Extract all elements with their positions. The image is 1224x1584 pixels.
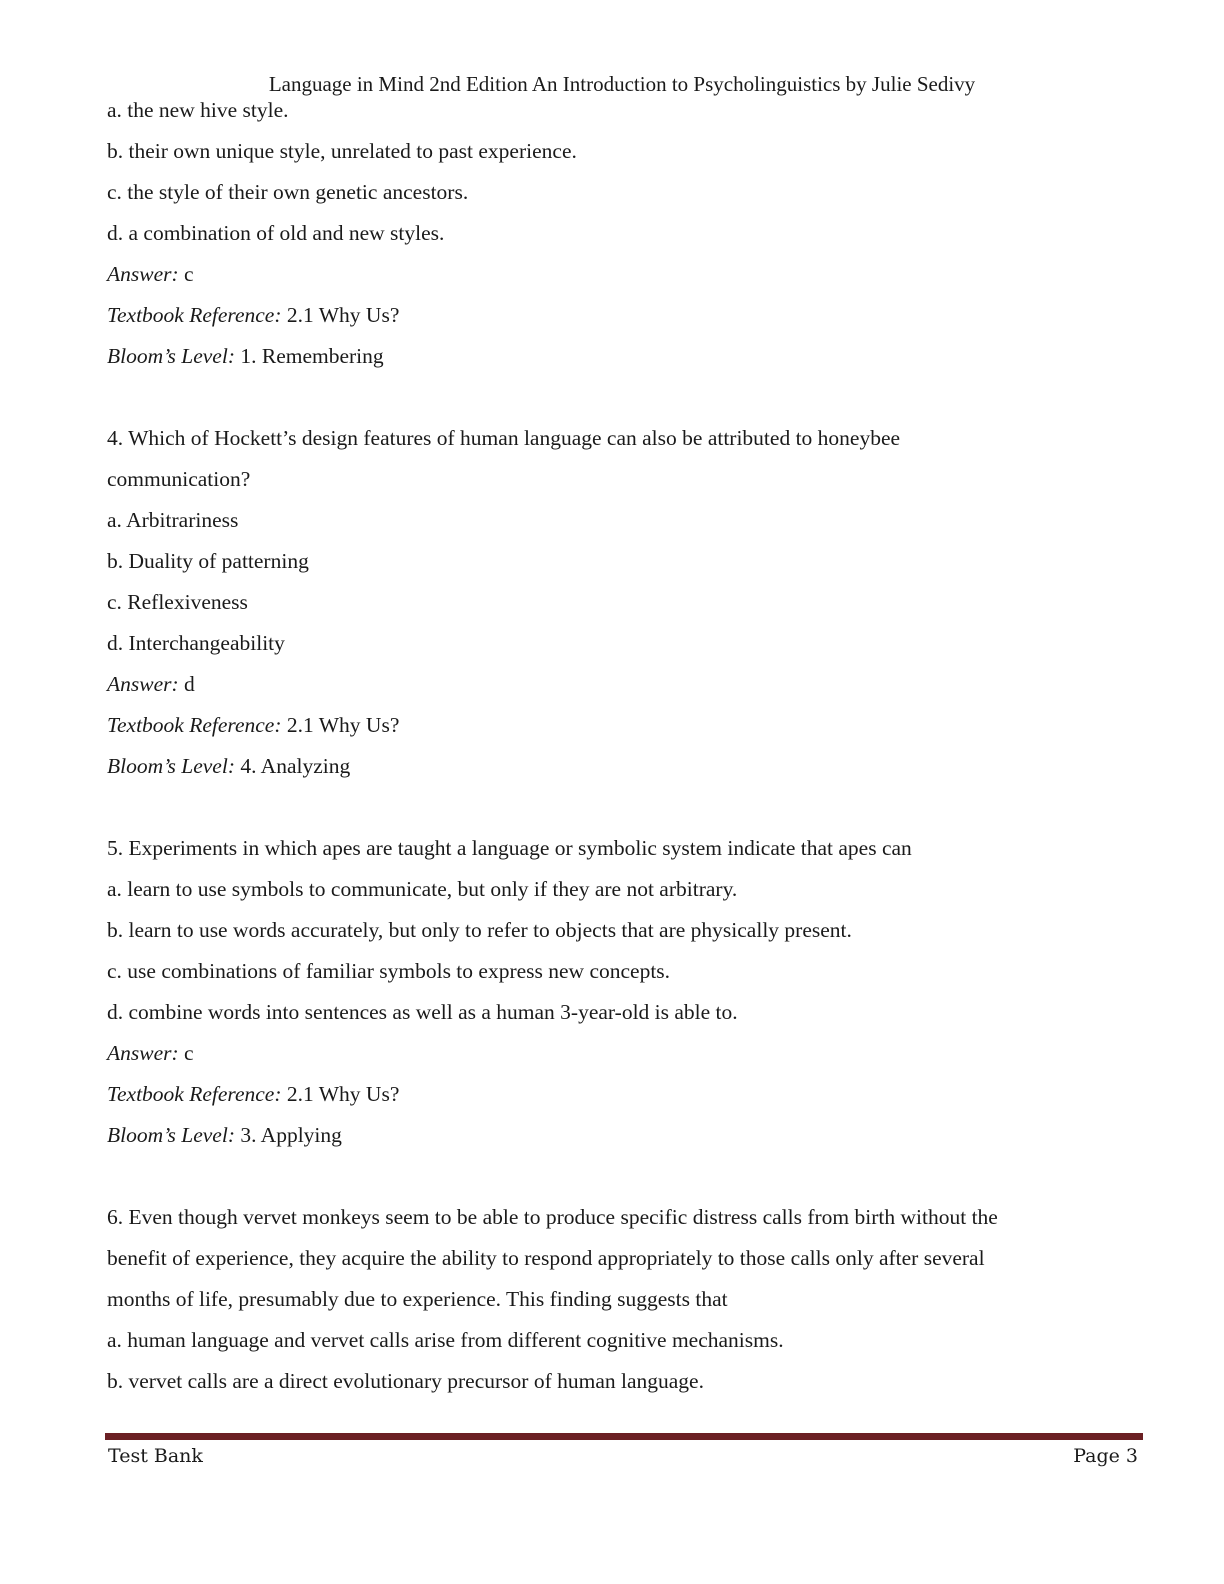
- blooms-value: 4. Analyzing: [234, 754, 351, 778]
- reference-value: 2.1 Why Us?: [281, 1082, 400, 1106]
- answer-label: Answer:: [107, 262, 179, 286]
- q6-stem-line-1: 6. Even though vervet monkeys seem to be able to produce specific distress calls from birth without the: [107, 1205, 998, 1229]
- q5-option-d: d. combine words into sentences as well as a human 3-year-old is able to.: [107, 1000, 738, 1024]
- q6-option-b: b. vervet calls are a direct evolutionary precursor of human language.: [107, 1369, 704, 1393]
- q5-stem-line-1: 5. Experiments in which apes are taught a language or symbolic system indicate that apes can: [107, 836, 912, 860]
- q4-stem-line-1: 4. Which of Hockett’s design features of human language can also be attributed to honeybee: [107, 426, 901, 450]
- q6-option-a: a. human language and vervet calls arise from different cognitive mechanisms.: [107, 1328, 784, 1352]
- q5-reference: [107, 1079, 1137, 1120]
- q4-blooms: [107, 751, 1137, 792]
- q5-option-a: a. learn to use symbols to communicate, but only if they are not arbitrary.: [107, 877, 738, 901]
- q5-option-b: b. learn to use words accurately, but only to refer to objects that are physically present.: [107, 918, 852, 942]
- q4-stem-line-2: communication?: [107, 467, 251, 491]
- reference-label: Textbook Reference:: [107, 303, 282, 327]
- page-content: [107, 95, 1137, 1407]
- reference-label: Textbook Reference:: [107, 1082, 282, 1106]
- answer-value: d: [178, 672, 195, 696]
- q3-reference: [107, 300, 1137, 341]
- reference-label: Textbook Reference:: [107, 713, 282, 737]
- q5-option-c: c. use combinations of familiar symbols to express new concepts.: [107, 959, 671, 983]
- q3-option-b: b. their own unique style, unrelated to past experience.: [107, 139, 577, 163]
- blooms-label: Bloom’s Level:: [107, 1123, 235, 1147]
- q5-blooms: [107, 1120, 1137, 1161]
- reference-value: 2.1 Why Us?: [281, 713, 400, 737]
- blooms-value: 3. Applying: [234, 1123, 342, 1147]
- answer-value: c: [178, 1041, 194, 1065]
- answer-label: Answer:: [107, 672, 179, 696]
- q4-reference: [107, 710, 1137, 751]
- answer-label: Answer:: [107, 1041, 179, 1065]
- reference-value: 2.1 Why Us?: [281, 303, 400, 327]
- footer-divider: [105, 1433, 1143, 1440]
- blooms-value: 1. Remembering: [234, 344, 384, 368]
- q3-option-a: a. the new hive style.: [107, 98, 289, 122]
- q3-blooms: [107, 341, 1137, 382]
- q4-option-b: b. Duality of patterning: [107, 549, 309, 573]
- page-header-title: Language in Mind 2nd Edition An Introduction to Psycholinguistics by Julie Sedivy: [268, 72, 976, 96]
- q3-answer: [107, 259, 1137, 300]
- page-number: Page 3: [1073, 1445, 1138, 1467]
- q6-stem-line-2: benefit of experience, they acquire the ability to respond appropriately to those calls only after several: [107, 1246, 985, 1270]
- q3-option-d: d. a combination of old and new styles.: [107, 221, 445, 245]
- blooms-label: Bloom’s Level:: [107, 754, 235, 778]
- q3-option-c: c. the style of their own genetic ancestors.: [107, 180, 469, 204]
- footer-left-text: Test Bank: [108, 1445, 203, 1467]
- q5-answer: [107, 1038, 1137, 1079]
- q4-option-a: a. Arbitrariness: [107, 508, 239, 532]
- q4-option-c: c. Reflexiveness: [107, 590, 248, 614]
- spacer: [107, 792, 1137, 833]
- q4-answer: [107, 669, 1137, 710]
- answer-value: c: [178, 262, 194, 286]
- spacer: [107, 382, 1137, 423]
- q4-option-d: d. Interchangeability: [107, 631, 285, 655]
- blooms-label: Bloom’s Level:: [107, 344, 235, 368]
- q6-stem-line-3: months of life, presumably due to experience. This finding suggests that: [107, 1287, 728, 1311]
- spacer: [107, 1161, 1137, 1202]
